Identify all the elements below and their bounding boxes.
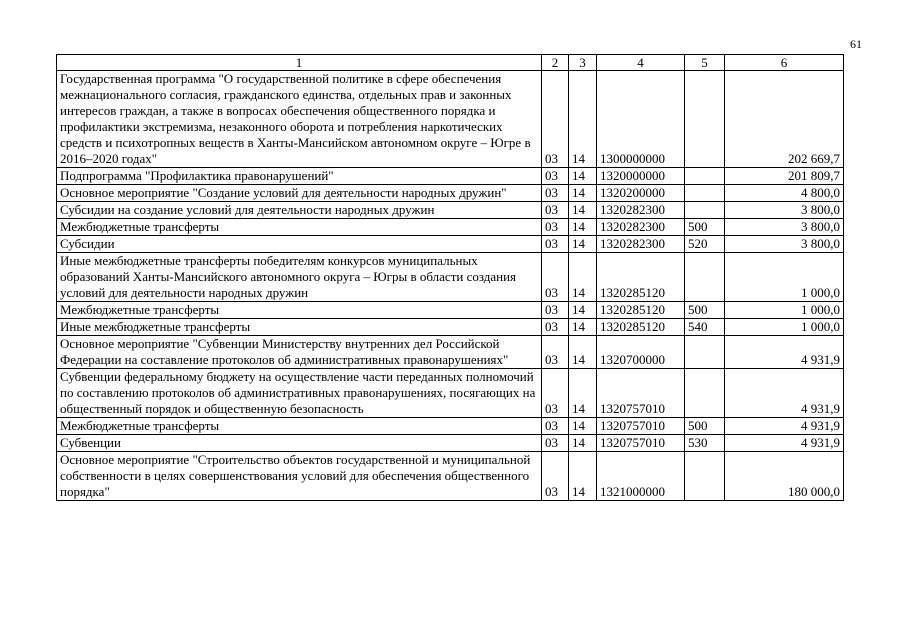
row-name: Субсидии	[57, 236, 542, 253]
row-name: Основное мероприятие "Создание условий для деятельности народных дружин"	[57, 185, 542, 202]
row-target-article: 1320757010	[597, 369, 685, 418]
table-row	[57, 452, 844, 501]
row-name: Субвенции	[57, 435, 542, 452]
row-sum: 4 931,9	[725, 435, 844, 452]
row-target-article: 1320282300	[597, 236, 685, 253]
table-row	[57, 236, 844, 253]
header-cell-5: 5	[685, 55, 725, 71]
row-expense-type	[685, 202, 725, 219]
table-row	[57, 336, 844, 369]
row-expense-type	[685, 253, 725, 302]
row-subsection: 14	[569, 219, 597, 236]
row-expense-type	[685, 369, 725, 418]
row-expense-type: 500	[685, 302, 725, 319]
row-target-article: 1320700000	[597, 336, 685, 369]
table-row	[57, 168, 844, 185]
row-name: Иные межбюджетные трансферты	[57, 319, 542, 336]
table-row	[57, 71, 844, 168]
table-row	[57, 369, 844, 418]
row-sum: 4 931,9	[725, 418, 844, 435]
header-cell-3: 3	[569, 55, 597, 71]
row-expense-type: 540	[685, 319, 725, 336]
row-subsection: 14	[569, 71, 597, 168]
row-subsection: 14	[569, 435, 597, 452]
header-cell-1: 1	[57, 55, 542, 71]
row-target-article: 1300000000	[597, 71, 685, 168]
row-expense-type: 520	[685, 236, 725, 253]
row-sum: 1 000,0	[725, 302, 844, 319]
row-section: 03	[542, 418, 569, 435]
table-row	[57, 302, 844, 319]
row-expense-type	[685, 71, 725, 168]
row-sum: 4 931,9	[725, 336, 844, 369]
row-target-article: 1320000000	[597, 168, 685, 185]
row-sum: 4 931,9	[725, 369, 844, 418]
row-target-article: 1320285120	[597, 302, 685, 319]
row-subsection: 14	[569, 202, 597, 219]
table-row	[57, 435, 844, 452]
row-expense-type	[685, 452, 725, 501]
row-name: Иные межбюджетные трансферты победителям конкурсов муниципальных образований Ханты-Мансийского автономного округа – Югры в области создания условий для деятельности народных дружин	[57, 253, 542, 302]
row-name: Основное мероприятие "Строительство объектов государственной и муниципальной собственности в целях совершенствования условий для обеспечения общественного порядка"	[57, 452, 542, 501]
row-sum: 202 669,7	[725, 71, 844, 168]
row-subsection: 14	[569, 253, 597, 302]
row-sum: 3 800,0	[725, 236, 844, 253]
row-sum: 1 000,0	[725, 319, 844, 336]
row-name: Межбюджетные трансферты	[57, 418, 542, 435]
row-expense-type	[685, 336, 725, 369]
row-section: 03	[542, 253, 569, 302]
row-target-article: 1320285120	[597, 253, 685, 302]
row-name: Подпрограмма "Профилактика правонарушений"	[57, 168, 542, 185]
row-name: Субвенции федеральному бюджету на осуществление части переданных полномочий по составлению протоколов об административных правонарушениях, посягающих на общественный порядок и общественную безопасность	[57, 369, 542, 418]
row-name: Межбюджетные трансферты	[57, 302, 542, 319]
row-section: 03	[542, 435, 569, 452]
row-target-article: 1320285120	[597, 319, 685, 336]
table-row	[57, 319, 844, 336]
row-section: 03	[542, 336, 569, 369]
row-target-article: 1320282300	[597, 219, 685, 236]
row-subsection: 14	[569, 336, 597, 369]
row-target-article: 1321000000	[597, 452, 685, 501]
row-name: Межбюджетные трансферты	[57, 219, 542, 236]
row-name: Основное мероприятие "Субвенции Министерству внутренних дел Российской Федерации на составление протоколов об административных правонарушениях"	[57, 336, 542, 369]
row-sum: 3 800,0	[725, 202, 844, 219]
header-cell-6: 6	[725, 55, 844, 71]
row-subsection: 14	[569, 319, 597, 336]
row-section: 03	[542, 202, 569, 219]
table-row	[57, 185, 844, 202]
row-expense-type	[685, 185, 725, 202]
row-expense-type	[685, 168, 725, 185]
row-sum: 201 809,7	[725, 168, 844, 185]
row-subsection: 14	[569, 185, 597, 202]
row-section: 03	[542, 369, 569, 418]
row-sum: 180 000,0	[725, 452, 844, 501]
row-section: 03	[542, 219, 569, 236]
row-expense-type: 500	[685, 219, 725, 236]
row-section: 03	[542, 236, 569, 253]
page-number: 61	[850, 37, 862, 51]
row-target-article: 1320200000	[597, 185, 685, 202]
row-target-article: 1320757010	[597, 435, 685, 452]
header-cell-2: 2	[542, 55, 569, 71]
budget-table	[56, 54, 844, 501]
row-section: 03	[542, 319, 569, 336]
row-subsection: 14	[569, 236, 597, 253]
table-body	[57, 71, 844, 501]
row-section: 03	[542, 185, 569, 202]
table-row	[57, 202, 844, 219]
row-section: 03	[542, 168, 569, 185]
row-section: 03	[542, 302, 569, 319]
row-sum: 1 000,0	[725, 253, 844, 302]
header-cell-4: 4	[597, 55, 685, 71]
table-row	[57, 253, 844, 302]
row-expense-type: 500	[685, 418, 725, 435]
table-header-row	[57, 55, 844, 71]
row-subsection: 14	[569, 168, 597, 185]
table-row	[57, 219, 844, 236]
row-name: Государственная программа "О государственной политике в сфере обеспечения межнационального согласия, гражданского единства, отдельных прав и законных интересов граждан, а также в вопросах обеспечения общественного порядка и профилактики экстремизма, незаконного оборота и потребления наркотических средств и психотропных веществ в Ханты-Мансийском автономном округе – Югре в 2016–2020 годах"	[57, 71, 542, 168]
row-subsection: 14	[569, 418, 597, 435]
row-subsection: 14	[569, 452, 597, 501]
row-expense-type: 530	[685, 435, 725, 452]
row-target-article: 1320757010	[597, 418, 685, 435]
row-target-article: 1320282300	[597, 202, 685, 219]
row-sum: 4 800,0	[725, 185, 844, 202]
row-subsection: 14	[569, 302, 597, 319]
row-name: Субсидии на создание условий для деятельности народных дружин	[57, 202, 542, 219]
row-section: 03	[542, 452, 569, 501]
table-row	[57, 418, 844, 435]
row-sum: 3 800,0	[725, 219, 844, 236]
row-subsection: 14	[569, 369, 597, 418]
row-section: 03	[542, 71, 569, 168]
